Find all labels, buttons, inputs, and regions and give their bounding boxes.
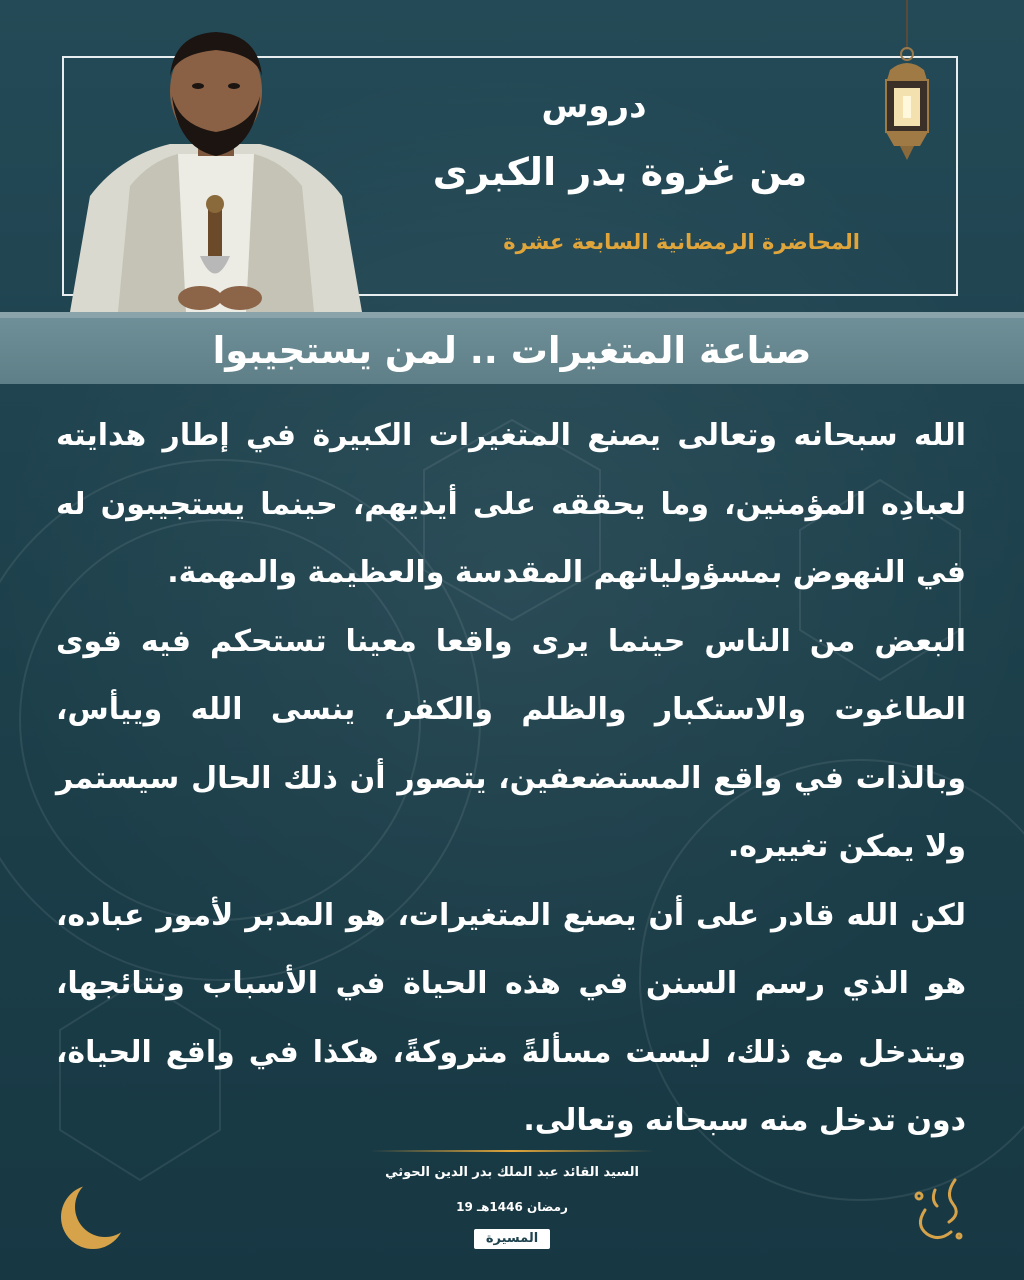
footer-divider [370, 1150, 654, 1152]
crescent-moon-icon [55, 1175, 135, 1255]
body-paragraph-2: البعض من الناس حينما يرى واقعا معينا تستحكم فيه قوى الطاغوت والاستكبار والظلم والكفر، ينسى الله وييأس، وبالذات في واقع المستضعفين، يتصور أن ذلك الحال سيستمر ولا يمكن تغييره. [56, 623, 966, 864]
headline: صناعة المتغيرات .. لمن يستجيبوا [212, 329, 812, 372]
brand-logo: المسيرة [474, 1229, 550, 1249]
lantern-icon [872, 0, 942, 170]
speaker-portrait [60, 16, 372, 312]
speaker-name: السيد القائد عبد الملك بدر الدين الحوثي [385, 1165, 639, 1180]
ramadan-calligraphy-icon [905, 1170, 971, 1250]
body-paragraph-3: لكن الله قادر على أن يصنع المتغيرات، هو المدبر لأمور عباده، هو الذي رسم السنن في هذه الحياة في الأسباب ونتائجها، ويتدخل مع ذلك، ليست مسألةً متروكةً، هكذا في واقع الحياة، دون تدخل منه سبحانه وتعالى. [56, 897, 966, 1138]
body-paragraph-1: الله سبحانه وتعالى يصنع المتغيرات الكبيرة في إطار هدايته لعبادِه المؤمنين، وما يحققه على أيديهم، حينما يستجيبون له في النهوض بمسؤولياتهم المقدسة والعظيمة والمهمة. [56, 418, 966, 590]
title-word: دروس [541, 86, 647, 126]
body-text [56, 402, 966, 1156]
title-main: من غزوة بدر الكبرى [432, 150, 808, 194]
lecture-label: المحاضرة الرمضانية السابعة عشرة [503, 230, 860, 254]
date: 19 رمضان 1446هـ [456, 1200, 568, 1214]
